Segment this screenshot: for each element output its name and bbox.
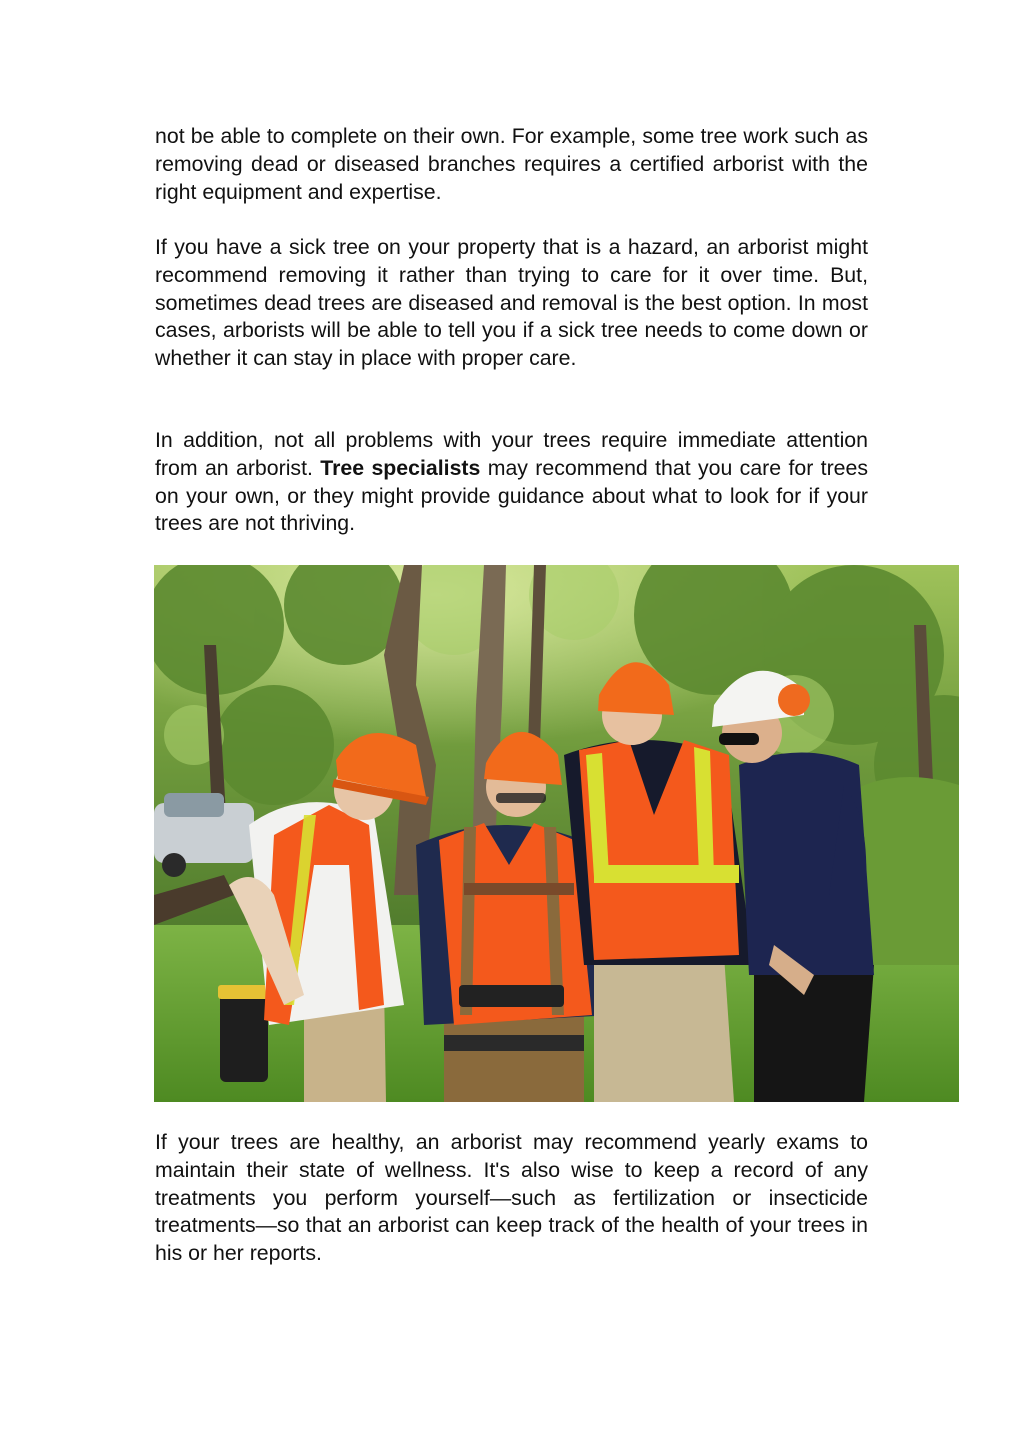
- paragraph-text: In addition, not all problems with your trees require immediate attention from an arborist.: [155, 428, 868, 480]
- arborists-team-photo: [154, 565, 959, 1102]
- paragraph-sick-tree-removal: If you have a sick tree on your property that is a hazard, an arborist might recommend removing it rather than trying to care for it over time. But, sometimes dead trees are diseased and removal is the best option. In most cases, arborists will be able to tell you if a sick tree needs to come down or whether it can stay in place with proper care.: [155, 235, 868, 371]
- paragraph-text: may recommend that you care for trees on your own, or they might provide guidance about what to look for if your trees are not thriving.: [155, 455, 869, 536]
- paragraph-yearly-exams: If your trees are healthy, an arborist may recommend yearly exams to maintain their state of wellness. It's also wise to keep a record of any treatments you perform yourself—such as fertilization or insecticide treatments—so that an arborist can keep track of the health of your trees in his or her reports.: [155, 1130, 868, 1266]
- tree-specialists-link-text: Tree specialists: [320, 455, 481, 480]
- paragraph-tree-specialists: [155, 427, 868, 538]
- paragraph-arborist-expertise: not be able to complete on their own. For example, some tree work such as removing dead or diseased branches requires a certified arborist with the right equipment and expertise.: [155, 124, 868, 204]
